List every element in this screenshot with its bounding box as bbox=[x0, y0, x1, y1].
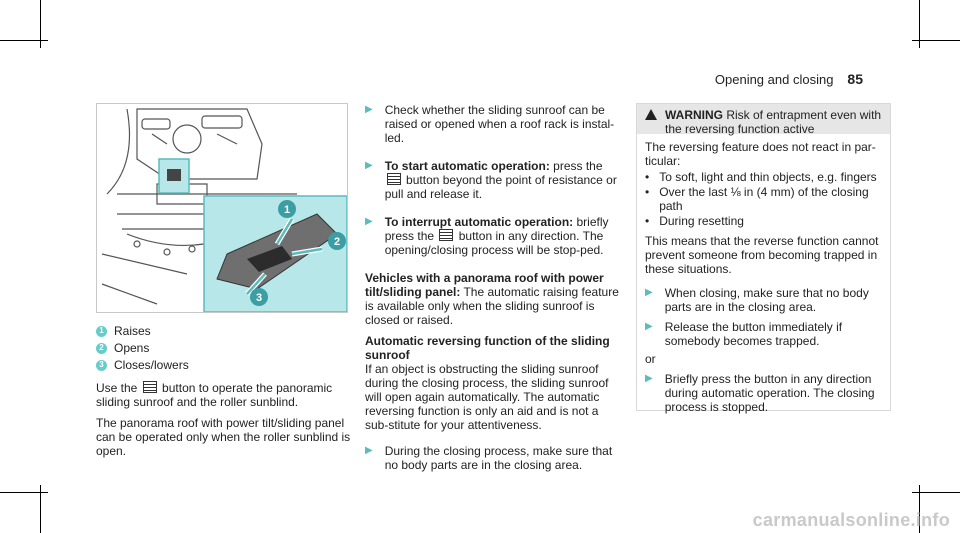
text: button beyond the point of resistance or pull and release it. bbox=[384, 173, 617, 201]
paragraph: This means that the reverse function cannot prevent someone from becoming trapped in these situations. bbox=[645, 234, 879, 276]
instruction-step bbox=[365, 103, 620, 145]
sunroof-illustration bbox=[96, 103, 348, 313]
instruction-step bbox=[645, 372, 882, 414]
step-arrow-icon: ▶ bbox=[645, 373, 653, 384]
bullet-item: • Over the last ⅛ in (4 mm) of the closing path bbox=[645, 185, 882, 213]
text: Use the bbox=[96, 381, 138, 395]
legend-item bbox=[96, 341, 351, 355]
page-header bbox=[715, 71, 863, 87]
or-label: or bbox=[645, 352, 656, 366]
sunroof-button-icon bbox=[439, 229, 453, 241]
step-text bbox=[385, 215, 620, 257]
watermark: carmanualsonline.info bbox=[752, 510, 950, 530]
step-arrow-icon: ▶ bbox=[365, 160, 373, 171]
crop-mark bbox=[919, 0, 920, 48]
step-arrow-icon: ▶ bbox=[645, 287, 653, 298]
warning-body bbox=[637, 134, 890, 420]
step-text: Briefly press the button in any direction during automatic operation. The closing process is stopped. bbox=[664, 372, 875, 414]
step-arrow-icon: ▶ bbox=[365, 216, 373, 227]
section-heading: Automatic reversing function of the sliding sunroof bbox=[365, 334, 610, 362]
step-text: During the closing process, make sure that no body parts are in the closing area. bbox=[384, 444, 613, 472]
step-text: When closing, make sure that no body parts are in the closing area. bbox=[664, 286, 869, 314]
paragraph: The reversing feature does not react in par‐ticular: bbox=[645, 140, 876, 168]
paragraph bbox=[96, 381, 351, 409]
step-text: Release the button immediately if somebody becomes trapped. bbox=[664, 320, 843, 348]
legend-number: 2 bbox=[96, 343, 107, 354]
legend-number: 1 bbox=[96, 326, 107, 337]
instruction-step bbox=[365, 215, 620, 257]
step-arrow-icon: ▶ bbox=[645, 321, 653, 332]
warning-title: WARNING bbox=[665, 108, 723, 122]
left-column bbox=[96, 324, 351, 465]
step-text bbox=[385, 159, 620, 201]
instruction-step bbox=[365, 159, 620, 201]
warning-icon bbox=[645, 109, 657, 120]
sunroof-button-icon bbox=[387, 173, 401, 185]
text: button in any direction. The opening/closing process will be stop‐ped. bbox=[384, 229, 604, 257]
crop-mark bbox=[40, 485, 41, 533]
callout-2: 2 bbox=[333, 236, 341, 248]
callout-1: 1 bbox=[283, 204, 291, 216]
text: button to operate the panoramic sliding sunroof and the roller sunblind. bbox=[96, 381, 333, 409]
legend-item bbox=[96, 324, 351, 338]
legend-label: Opens bbox=[114, 341, 150, 355]
page-number: 85 bbox=[847, 71, 863, 87]
step-arrow-icon: ▶ bbox=[365, 104, 373, 115]
warning-box bbox=[636, 103, 891, 414]
step-text: Check whether the sliding sunroof can be raised or opened when a roof rack is instal‐led. bbox=[384, 103, 615, 145]
text: The automatic raising feature is available only when the sliding sunroof is closed or raised. bbox=[365, 285, 619, 327]
instruction-step bbox=[645, 320, 882, 348]
text: press the bbox=[553, 159, 603, 173]
warning-title-block bbox=[665, 108, 882, 136]
legend-number: 3 bbox=[96, 360, 107, 371]
crop-mark bbox=[40, 0, 41, 48]
sunroof-button-icon bbox=[143, 381, 157, 393]
bullet-item: • During resetting bbox=[645, 214, 744, 228]
paragraph: The panorama roof with power tilt/sliding panel can be operated only when the roller sunblind is open. bbox=[96, 416, 351, 458]
paragraph-title: Vehicles with a panorama roof with power tilt/sliding panel: bbox=[365, 271, 604, 299]
bullet-item: • To soft, light and thin objects, e.g. fingers bbox=[645, 170, 877, 184]
legend-item bbox=[96, 358, 351, 372]
legend-label: Raises bbox=[114, 324, 151, 338]
overhead-console-drawing bbox=[97, 104, 347, 312]
instruction-step bbox=[365, 444, 620, 472]
bullet-text: Over the last ⅛ in (4 mm) of the closing path bbox=[659, 185, 869, 213]
bullet-text: During resetting bbox=[659, 214, 744, 228]
step-title: To interrupt automatic operation: bbox=[384, 215, 574, 229]
bullet-text: To soft, light and thin objects, e.g. fingers bbox=[659, 170, 877, 184]
callout-3: 3 bbox=[255, 292, 263, 304]
middle-column bbox=[365, 103, 620, 486]
section-title: Opening and closing bbox=[714, 72, 834, 87]
step-arrow-icon: ▶ bbox=[365, 445, 373, 456]
paragraph bbox=[365, 271, 620, 327]
text: briefly press the bbox=[384, 215, 609, 243]
instruction-step bbox=[645, 286, 882, 314]
paragraph: If an object is obstructing the sliding sunroof during the closing process, the sliding sunroof will open again automatically. The automatic reversing function is only an aid and is not a sub‐stitute for your attentiveness. bbox=[365, 362, 609, 432]
step-title: To start automatic operation: bbox=[384, 159, 550, 173]
legend-label: Closes/lowers bbox=[114, 358, 189, 372]
warning-subtitle: Risk of entrapment even with the reversing function active bbox=[665, 108, 882, 136]
warning-header bbox=[637, 104, 890, 134]
